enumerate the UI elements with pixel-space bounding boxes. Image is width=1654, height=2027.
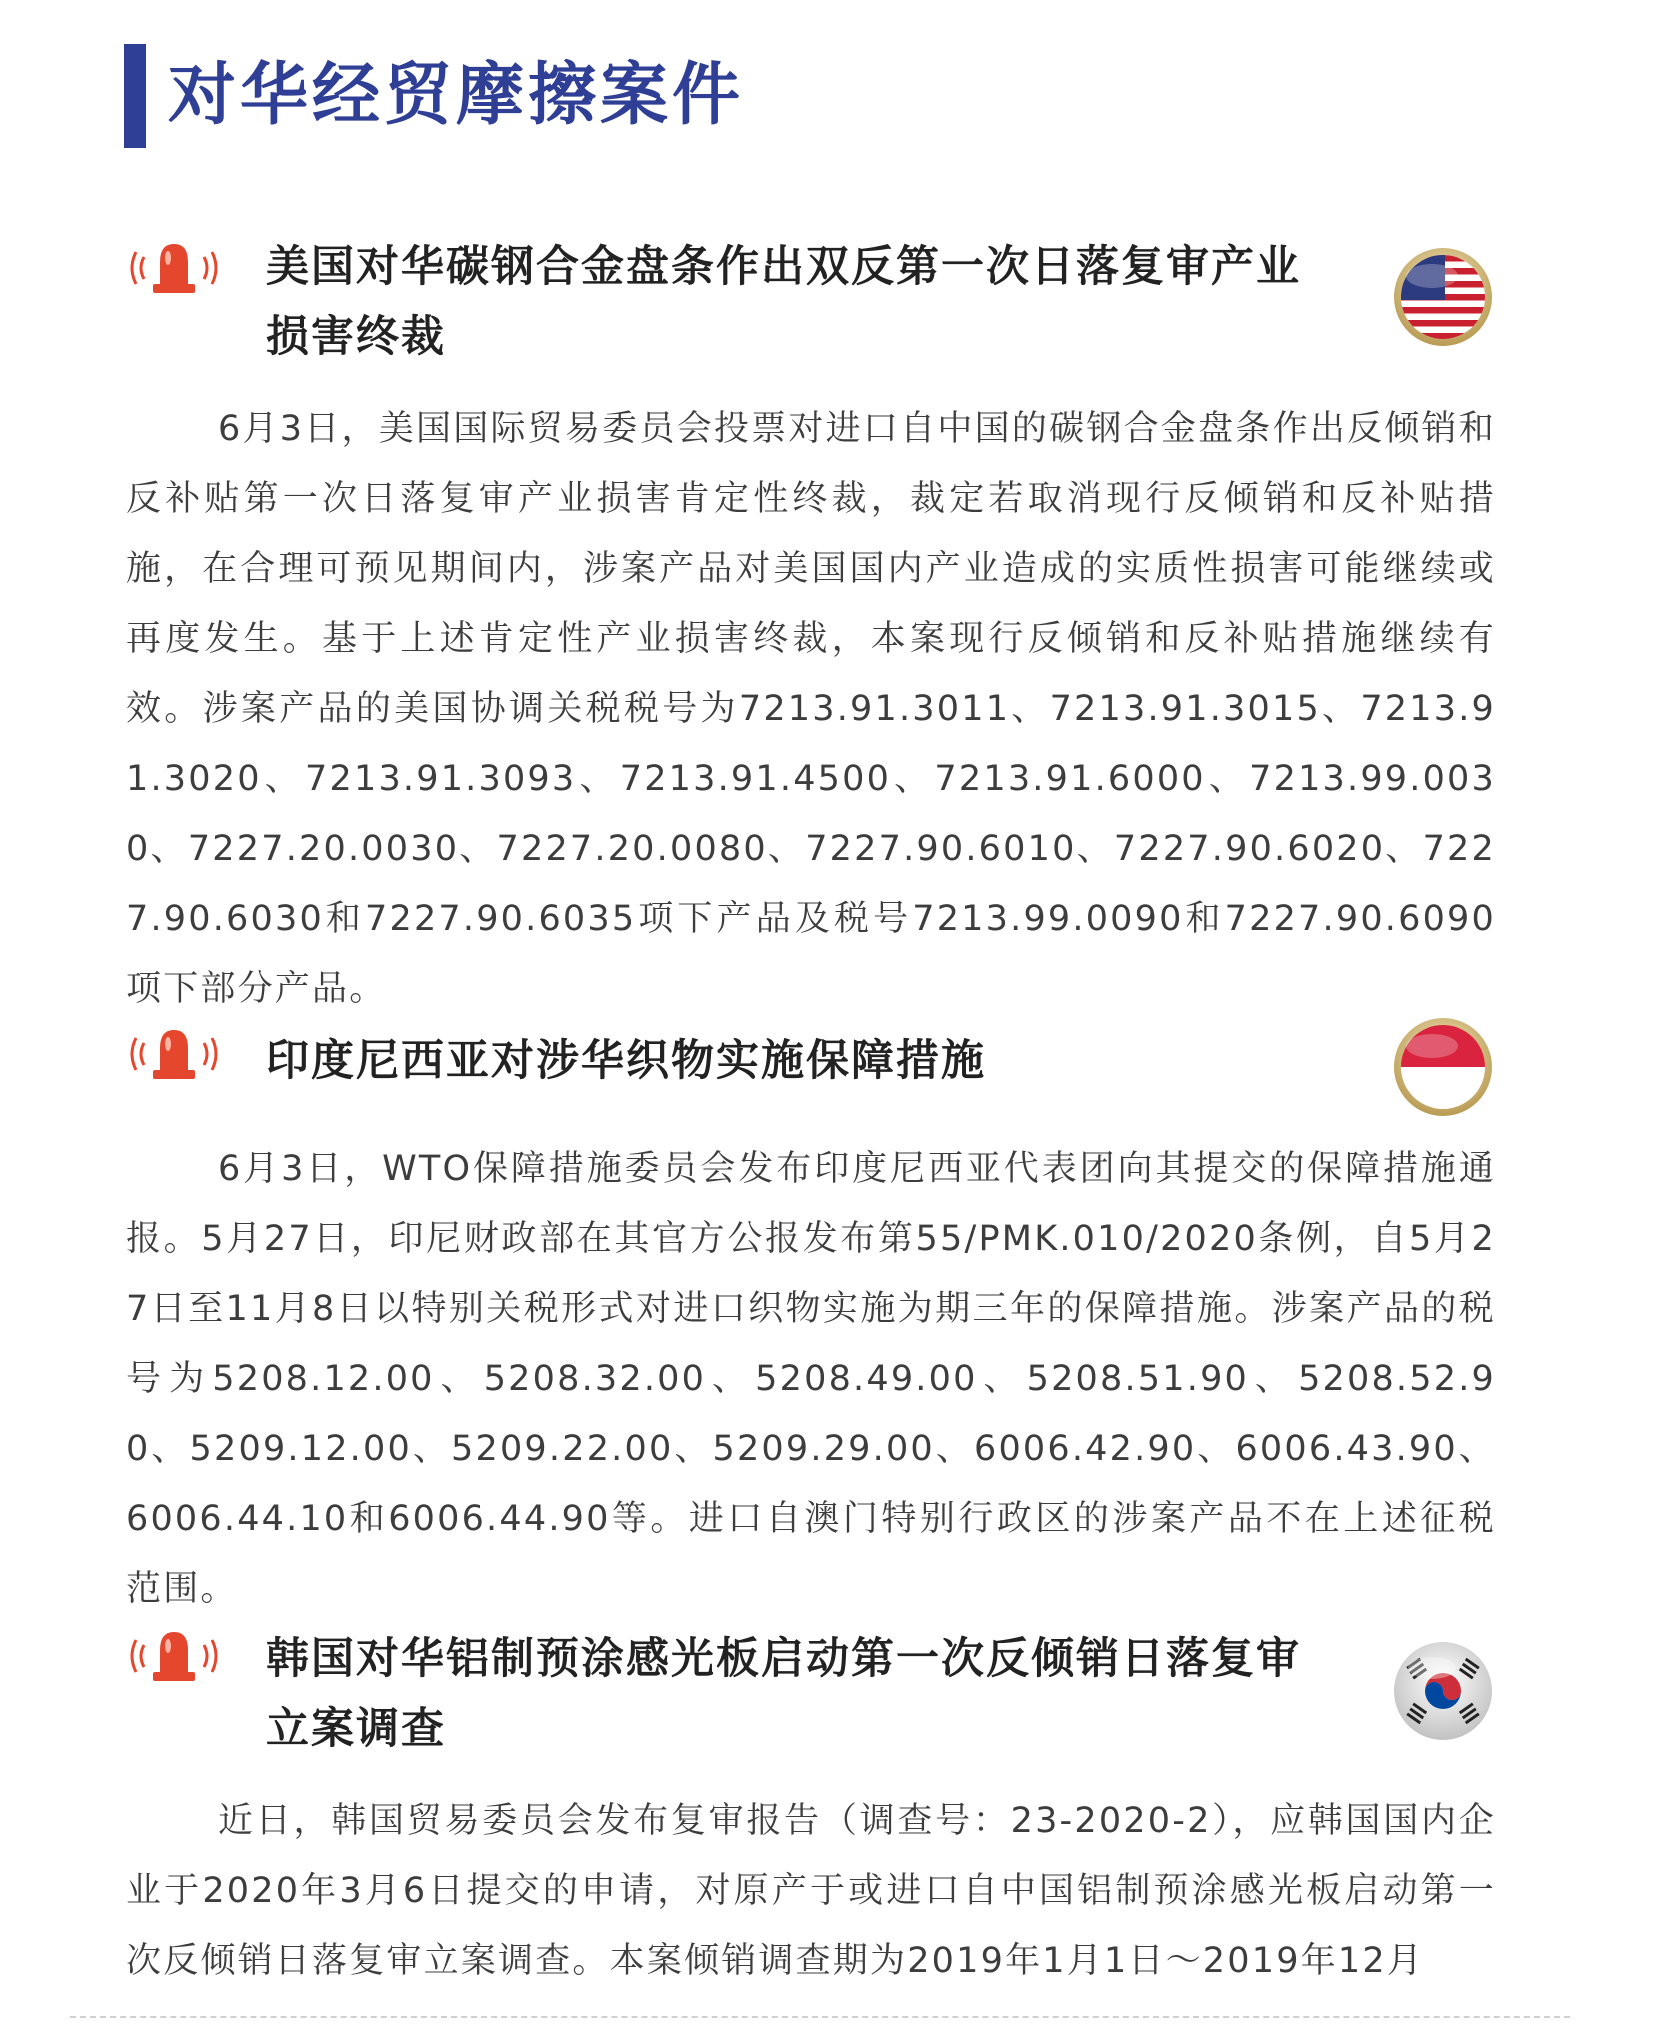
alarm-bell-icon [124, 1626, 224, 1690]
case-body: 近日，韩国贸易委员会发布复审报告（调查号：23-2020-2），应韩国国内企业于2020年3月6日提交的申请，对原产于或进口自中国铝制预涂感光板启动第一次反倾销日落复审立案调查。本案倾销调查期为2019年1月1日～2019年12月 [126, 1801, 1496, 1981]
alarm-bell-icon [124, 1024, 224, 1088]
alarm-bell-icon [124, 238, 224, 302]
footer-divider [70, 2016, 1570, 2018]
case-body: 6月3日，WTO保障措施委员会发布印度尼西亚代表团向其提交的保障措施通报。5月27日，印尼财政部在其官方公报发布第55/PMK.010/2020条例，自5月27日至11月8日以特别关税形式对进口织物实施为期三年的保障措施。涉案产品的税号为5208.12.00、5208.32.00、5208.49.00、5208.51.90、5208.52.90、5209.12.00、5209.22.00、5209.29.00、6006.42.90、6006.43.90、6006.44.10和6006.44.90等。进口自澳门特别行政区的涉案产品不在上述征税范围。 [126, 1149, 1496, 1609]
section-header [124, 44, 744, 148]
case-title: 韩国对华铝制预涂感光板启动第一次反倾销日落复审立案调查 [266, 1634, 1301, 1754]
case-title: 美国对华碳钢合金盘条作出双反第一次日落复审产业损害终裁 [266, 242, 1301, 362]
us-flag-icon [1392, 246, 1494, 348]
korea-flag-icon [1392, 1640, 1494, 1742]
case-body: 6月3日，美国国际贸易委员会投票对进口自中国的碳钢合金盘条作出反倾销和反补贴第一次日落复审产业损害肯定性终裁，裁定若取消现行反倾销和反补贴措施，在合理可预见期间内，涉案产品对美国国内产业造成的实质性损害可能继续或再度发生。基于上述肯定性产业损害终裁，本案现行反倾销和反补贴措施继续有效。涉案产品的美国协调关税税号为7213.91.3011、7213.91.3015、7213.91.3020、7213.91.3093、7213.91.4500、7213.91.6000、7213.99.0030、7227.20.0030、7227.20.0080、7227.90.6010、7227.90.6020、7227.90.6030和7227.90.6035项下产品及税号7213.99.0090和7227.90.6090项下部分产品。 [126, 409, 1496, 1009]
case-title: 印度尼西亚对涉华织物实施保障措施 [266, 1036, 986, 1086]
header-accent-bar [124, 44, 146, 148]
section-title: 对华经贸摩擦案件 [168, 56, 745, 135]
indonesia-flag-icon [1392, 1016, 1494, 1118]
